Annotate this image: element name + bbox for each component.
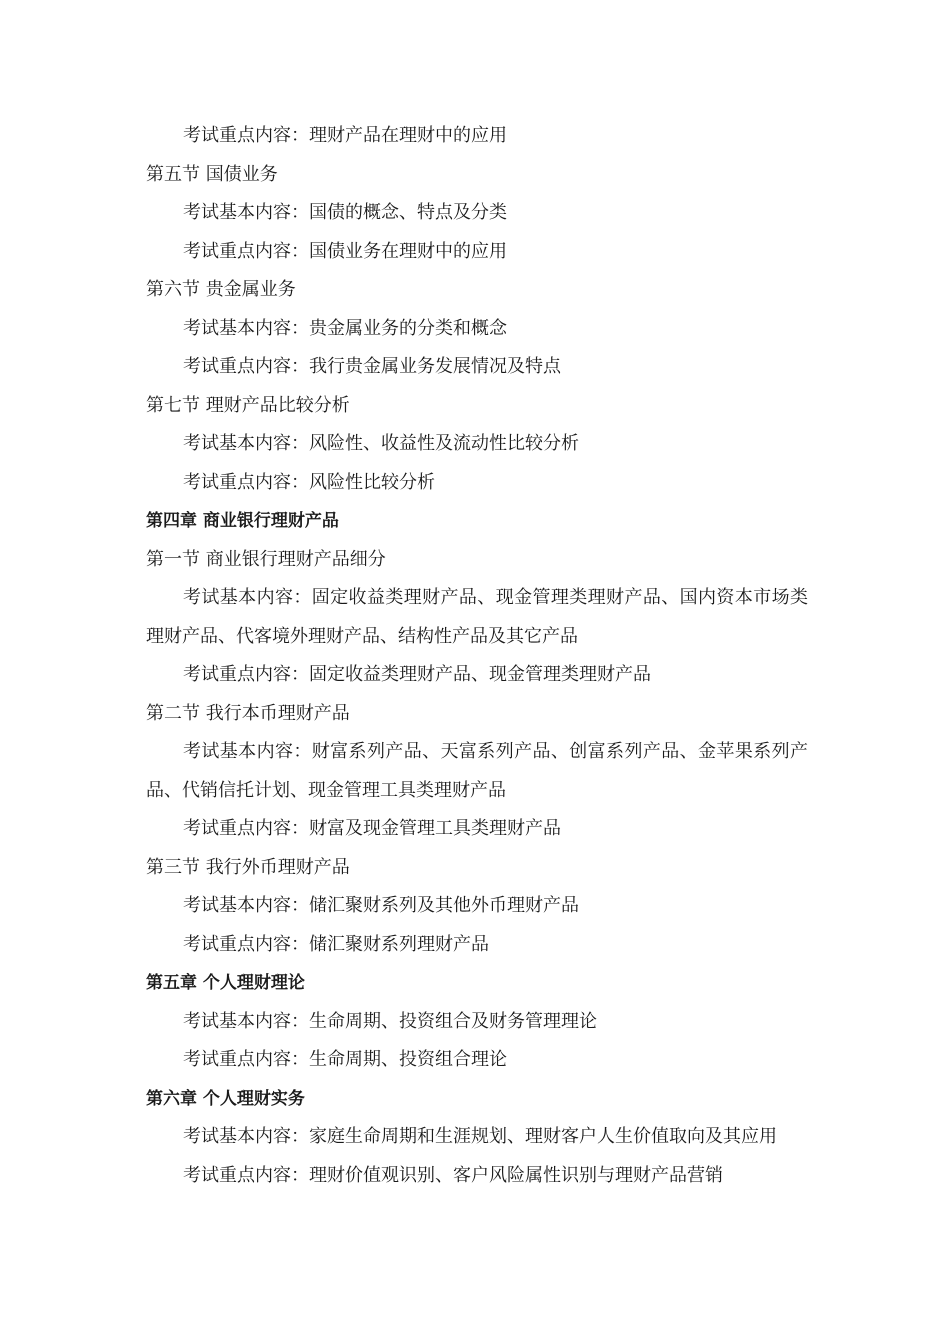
key-content-line: 考试重点内容：生命周期、投资组合理论: [183, 1049, 507, 1070]
chapter-heading: 第五章 个人理财理论: [146, 973, 305, 993]
key-content-line: 考试重点内容：财富及现金管理工具类理财产品: [183, 818, 561, 839]
document-page: [146, 117, 808, 1195]
key-content-line: 考试重点内容：理财价值观识别、客户风险属性识别与理财产品营销: [183, 1164, 723, 1186]
section-heading: 第二节 我行本币理财产品: [146, 702, 350, 724]
section-heading: 第七节 理财产品比较分析: [146, 394, 350, 416]
section-heading: 第一节 商业银行理财产品细分: [146, 548, 386, 570]
basic-content-line: 考试基本内容：家庭生命周期和生涯规划、理财客户人生价值取向及其应用: [183, 1126, 777, 1147]
basic-content-paragraph: 考试基本内容：财富系列产品、天富系列产品、创富系列产品、金苹果系列产品、代销信托计划、现金管理工具类理财产品: [146, 741, 808, 801]
chapter-heading: 第四章 商业银行理财产品: [146, 511, 339, 531]
key-content-line: 考试重点内容：风险性比较分析: [183, 471, 435, 493]
basic-content-line: 考试基本内容：储汇聚财系列及其他外币理财产品: [183, 895, 579, 916]
key-content-line: 考试重点内容：固定收益类理财产品、现金管理类理财产品: [183, 664, 651, 685]
basic-content-paragraph: 考试基本内容：固定收益类理财产品、现金管理类理财产品、国内资本市场类理财产品、代客境外理财产品、结构性产品及其它产品: [146, 587, 808, 647]
basic-content-line: 考试基本内容：风险性、收益性及流动性比较分析: [183, 433, 579, 454]
section-heading: 第三节 我行外币理财产品: [146, 856, 350, 878]
key-content-line: 考试重点内容：国债业务在理财中的应用: [183, 240, 507, 262]
section-heading: 第六节 贵金属业务: [146, 279, 296, 300]
basic-content-line: 考试基本内容：生命周期、投资组合及财务管理理论: [183, 1010, 597, 1032]
key-content-line: 考试重点内容：理财产品在理财中的应用: [183, 125, 507, 146]
key-content-line: 考试重点内容：储汇聚财系列理财产品: [183, 933, 489, 955]
basic-content-line: 考试基本内容：国债的概念、特点及分类: [183, 202, 507, 223]
basic-content-line: 考试基本内容：贵金属业务的分类和概念: [183, 317, 507, 339]
chapter-heading: 第六章 个人理财实务: [146, 1088, 305, 1109]
key-content-line: 考试重点内容：我行贵金属业务发展情况及特点: [183, 356, 561, 377]
section-heading: 第五节 国债业务: [146, 163, 278, 185]
